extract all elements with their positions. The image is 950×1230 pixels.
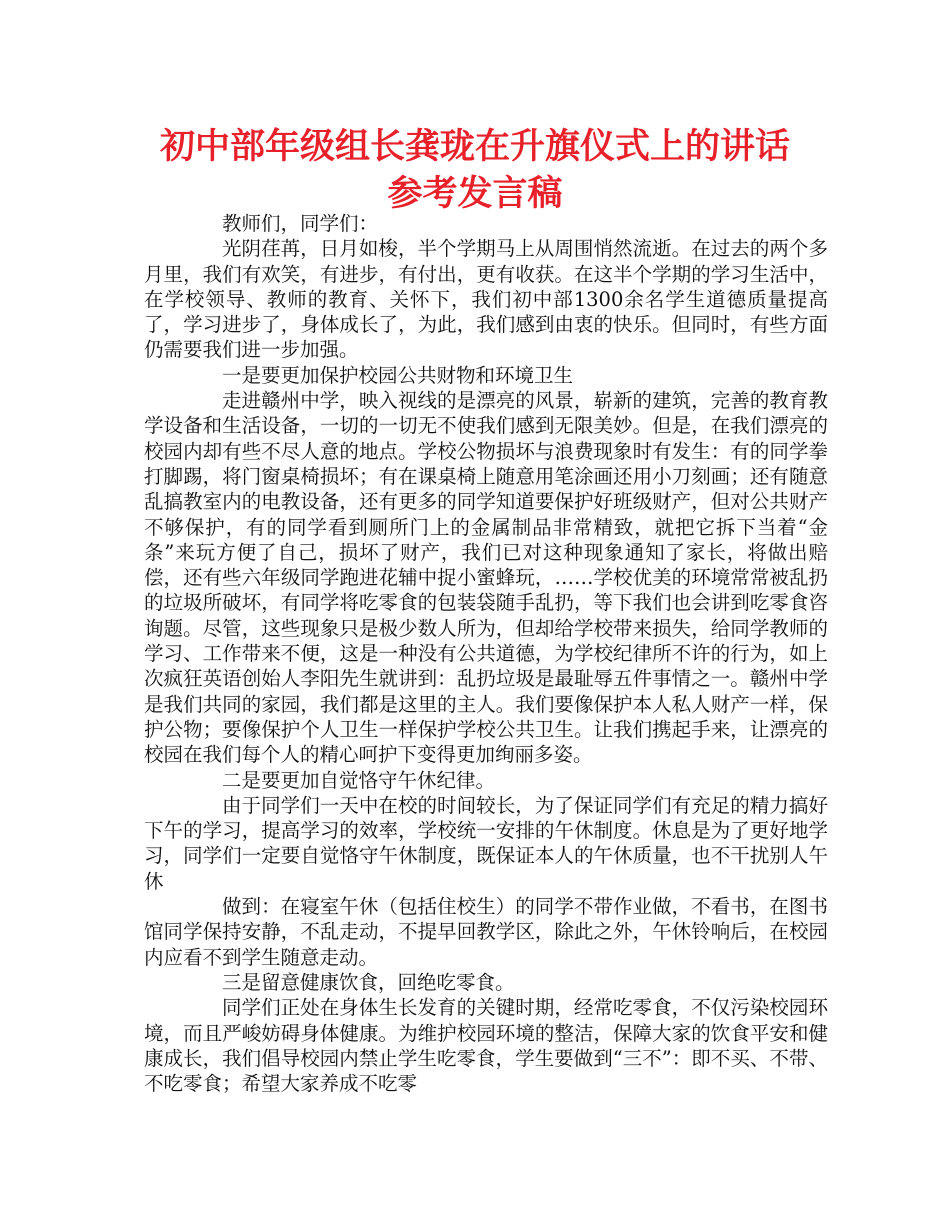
salutation: 教师们，同学们： bbox=[222, 212, 379, 235]
paragraph-intro: 光阴荏苒，日月如梭，半个学期马上从周围悄然流逝。在过去的两个多月里，我们有欢笑，有进步，有付出，更有收获。在这半个学期的学习生活中，在学校领导、教师的教育、关怀下，我们初中部1300余名学生道德质量提高了，学习进步了，身体成长了，为此，我们感到由衷的快乐。但同时，有些方面仍需要我们进一步加强。 bbox=[144, 237, 828, 362]
section-heading-2: 二是要更加自觉恪守午休纪律。 bbox=[222, 768, 496, 792]
document-title-line-1: 初中部年级组长龚珑在升旗仪式上的讲话 bbox=[159, 127, 790, 167]
document-body bbox=[144, 211, 828, 1096]
paragraph-section-2-rules: 做到：在寝室午休（包括住校生）的同学不带作业做，不看书，在图书馆同学保持安静，不乱走动，不提早回教学区，除此之外，午休铃响后，在校园内应看不到学生随意走动。 bbox=[144, 895, 828, 969]
section-heading-3: 三是留意健康饮食，回绝吃零食。 bbox=[222, 970, 515, 994]
paragraph-section-1: 走进赣州中学，映入视线的是漂亮的风景，崭新的建筑，完善的教育教学设备和生活设备，一切的一切无不使我们感到无限美妙。但是，在我们漂亮的校园内却有些不尽人意的地点。学校公物损坏与浪费现象时有发生：有的同学拳打脚踢，将门窗桌椅损坏；有在课桌椅上随意用笔涂画还用小刀刻画；还有随意乱搞教室内的电教设备，还有更多的同学知道要保护好班级财产，但对公共财产不够保护，有的同学看到厕所门上的金属制品非常精致，就把它拆下当着“金条”来玩方便了自己，损坏了财产，我们已对这种现象通知了家长，将做出赔偿，还有些六年级同学跑进花辅中捉小蜜蜂玩，……学校优美的环境常常被乱扔的垃圾所破坏，有同学将吃零食的包装袋随手乱扔，等下我们也会讲到吃零食咨询题。尽管，这些现象只是极少数人所为，但却给学校带来损失，给同学教师的学习、工作带来不便，这是一种没有公共道德，为学校纪律所不许的行为，如上次疯狂英语创始人李阳先生就讲到：乱扔垃圾是最耻辱五件事情之一。赣州中学是我们共同的家园，我们都是这里的主人。我们要像保护本人私人财产一样，保护公物；要像保护个人卫生一样保护学校公共卫生。让我们携起手来，让漂亮的校园在我们每个人的精心呵护下变得更加绚丽多姿。 bbox=[144, 389, 828, 767]
paragraph-section-3: 同学们正处在身体生长发育的关键时期，经常吃零食，不仅污染校园环境，而且严峻妨碍身体健康。为维护校园环境的整洁，保障大家的饮食平安和健康成长，我们倡导校园内禁止学生吃零食，学生要做到“三不”：即不买、不带、不吃零食；希望大家养成不吃零 bbox=[144, 996, 828, 1096]
document-title-line-2: 参考发言稿 bbox=[387, 174, 563, 214]
paragraph-section-2: 由于同学们一天中在校的时间较长，为了保证同学们有充足的精力搞好下午的学习，提高学习的效率，学校统一安排的午休制度。休息是为了更好地学习，同学们一定要自觉恪守午休制度，既保证本人的午休质量，也不干扰别人午休 bbox=[144, 793, 828, 893]
section-heading-1: 一是要更加保护校园公共财物和环境卫生 bbox=[222, 363, 574, 387]
